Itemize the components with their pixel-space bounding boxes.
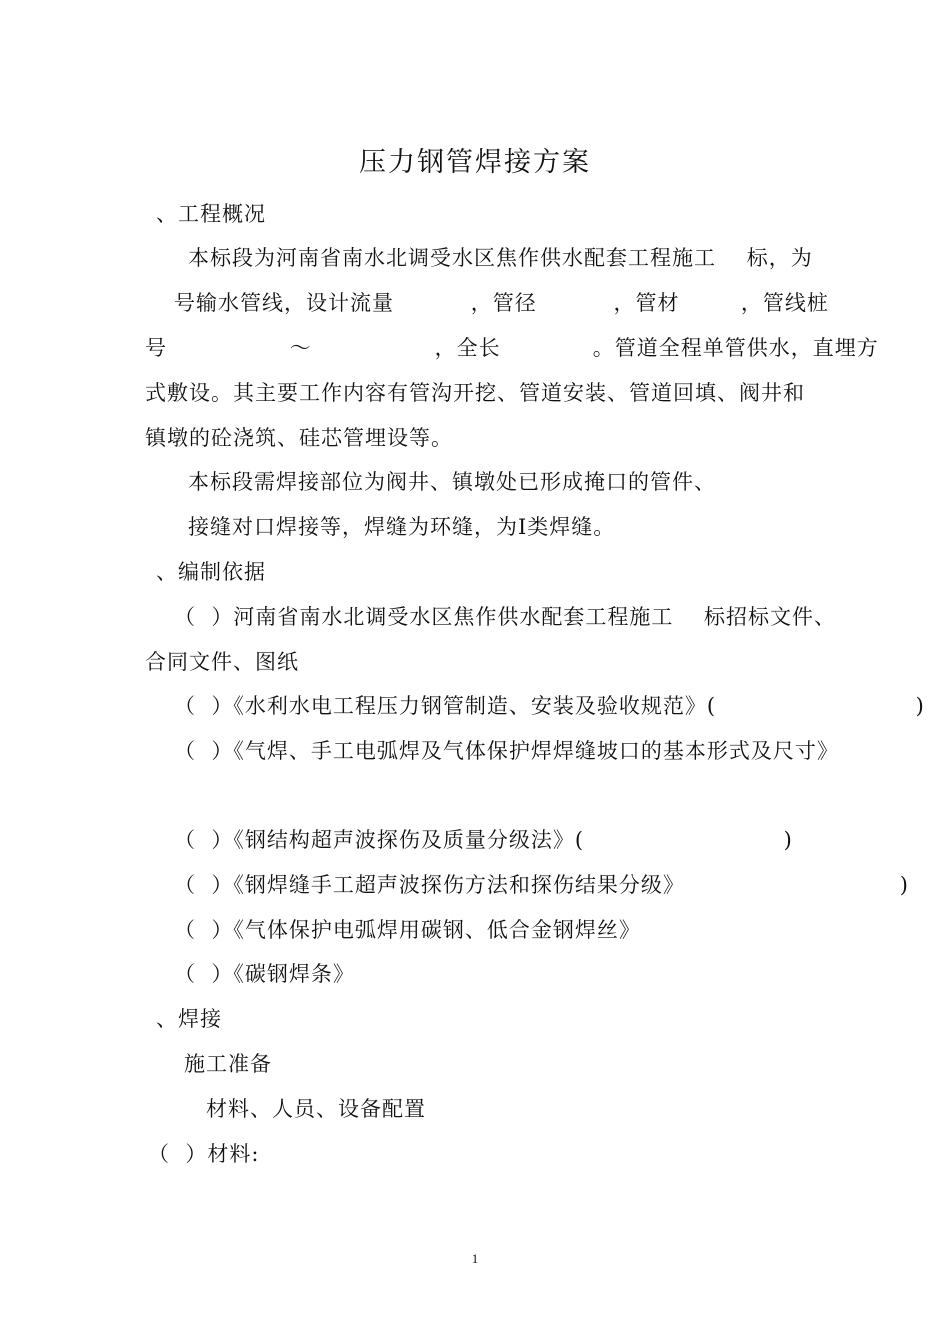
section-heading: 、编制依据 bbox=[156, 560, 266, 584]
section-heading: 、焊接 bbox=[156, 1007, 222, 1031]
paragraph-line: 接缝对口焊接等，焊缝为环缝，为Ⅰ类焊缝。 bbox=[188, 515, 616, 539]
paragraph-line: 本标段为河南省南水北调受水区焦作供水配套工程施工 标，为 bbox=[188, 246, 813, 270]
paragraph-line: 镇墩的砼浇筑、硅芯管埋设等。 bbox=[145, 426, 453, 450]
paragraph-line: 本标段需焊接部位为阀井、镇墩处已形成掩口的管件、 bbox=[188, 470, 716, 494]
reference-item: （ ）河南省南水北调受水区焦作供水配套工程施工 标招标文件、 bbox=[174, 605, 837, 629]
reference-item: （ ）《钢结构超声波探伤及质量分级法》( ) bbox=[174, 828, 793, 852]
subsection-heading: 施工准备 bbox=[184, 1052, 272, 1076]
reference-item: （ ）《水利水电工程压力钢管制造、安装及验收规范》( ) bbox=[174, 694, 925, 718]
paragraph-line: 式敷设。其主要工作内容有管沟开挖、管道安装、管道回填、阀井和 bbox=[145, 381, 805, 405]
reference-item: （ ）《气体保护电弧焊用碳钢、低合金钢焊丝》 bbox=[174, 918, 641, 942]
subsection-heading: （ ）材料: bbox=[148, 1142, 260, 1166]
reference-item: （ ）《碳钢焊条》 bbox=[174, 962, 355, 986]
subsection-heading: 材料、人员、设备配置 bbox=[206, 1097, 426, 1121]
section-heading: 、工程概况 bbox=[156, 202, 266, 226]
document-title: 压力钢管焊接方案 bbox=[359, 147, 591, 178]
reference-item: （ ）《气焊、手工电弧焊及气体保护焊焊缝坡口的基本形式及尺寸》 bbox=[174, 739, 839, 763]
reference-item: （ ）《钢焊缝手工超声波探伤方法和探伤结果分级》 ) bbox=[174, 873, 909, 897]
paragraph-line: 号输水管线，设计流量 ，管径 ，管材 ，管线桩 bbox=[174, 291, 829, 315]
reference-item: 合同文件、图纸 bbox=[145, 650, 299, 674]
paragraph-line: 号 ～ ，全长 。管道全程单管供水，直埋方 bbox=[145, 336, 879, 360]
page-number: 1 bbox=[471, 1251, 479, 1266]
